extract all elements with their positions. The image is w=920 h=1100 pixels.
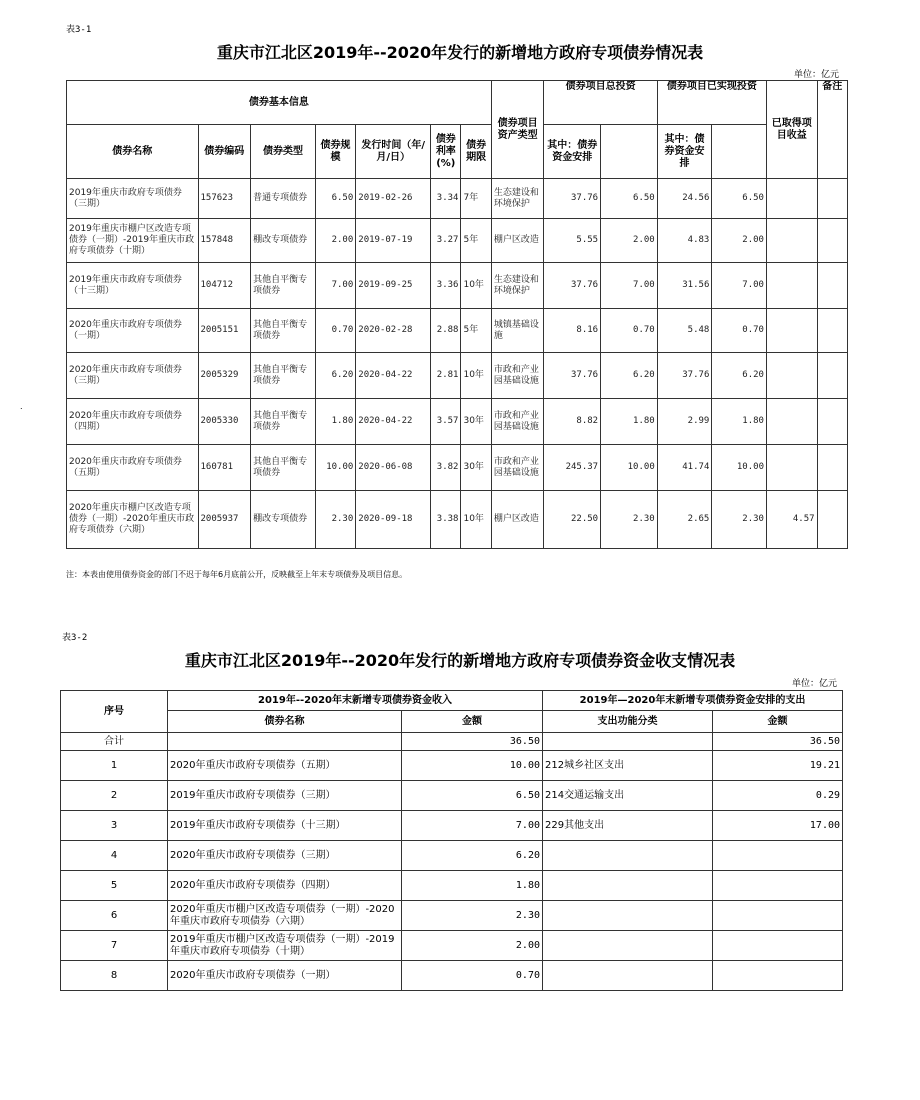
project-income	[766, 309, 817, 353]
header-income-group: 2019年--2020年末新增专项债券资金收入	[168, 691, 543, 711]
table-row	[67, 399, 848, 445]
bond-type: 棚改专项债券	[251, 491, 316, 549]
issue-date: 2019-02-26	[356, 179, 431, 219]
bond-name: 2019年重庆市政府专项债券（三期）	[67, 179, 199, 219]
issue-date: 2019-07-19	[356, 219, 431, 263]
realized-invest: 2.99	[657, 399, 712, 445]
asset-type: 棚户区改造	[491, 219, 544, 263]
income-amount: 6.50	[402, 781, 543, 811]
bond-type: 棚改专项债券	[251, 219, 316, 263]
bond-name: 2020年重庆市政府专项债券（五期）	[67, 445, 199, 491]
total-blank2	[543, 733, 713, 751]
realized-invest: 4.83	[657, 219, 712, 263]
bond-term: 10年	[461, 491, 491, 549]
header-amount: 金额	[402, 711, 543, 733]
total-row	[61, 733, 843, 751]
header-rate: 债券利率(%)	[431, 125, 461, 179]
asset-type: 生态建设和环境保护	[491, 263, 544, 309]
total-invest: 245.37	[544, 445, 601, 491]
project-income: 4.57	[766, 491, 817, 549]
header-of-which-total: 其中：债券资金安排	[544, 125, 601, 179]
func-class: 229其他支出	[543, 811, 713, 841]
table-row	[67, 263, 848, 309]
total-invest: 8.82	[544, 399, 601, 445]
header-amount2: 金额	[713, 711, 843, 733]
bond-code: 160781	[198, 445, 251, 491]
bond-rate: 3.38	[431, 491, 461, 549]
expense-amount	[713, 871, 843, 901]
bond-code: 157623	[198, 179, 251, 219]
expense-amount: 0.29	[713, 781, 843, 811]
func-class	[543, 901, 713, 931]
bond-term: 10年	[461, 353, 491, 399]
bond-name: 2019年重庆市棚户区改造专项债券（一期）-2019年重庆市政府专项债券（十期）	[67, 219, 199, 263]
issue-date: 2020-02-28	[356, 309, 431, 353]
bond-info-table	[66, 80, 848, 549]
header-of-which-realized: 其中：债券资金安排	[657, 125, 712, 179]
header-seq: 序号	[61, 691, 168, 733]
bond-rate: 3.34	[431, 179, 461, 219]
table-row	[67, 491, 848, 549]
total-blank	[168, 733, 402, 751]
bond-term: 30年	[461, 399, 491, 445]
project-income	[766, 399, 817, 445]
remark	[817, 263, 847, 309]
remark	[817, 219, 847, 263]
bond-type: 其他自平衡专项债券	[251, 445, 316, 491]
total-label: 合计	[61, 733, 168, 751]
bond-rate: 3.36	[431, 263, 461, 309]
total-invest-bond: 6.50	[601, 179, 658, 219]
row-seq: 4	[61, 841, 168, 871]
realized-invest: 31.56	[657, 263, 712, 309]
bond-type: 其他自平衡专项债券	[251, 399, 316, 445]
row-seq: 3	[61, 811, 168, 841]
bond-term: 7年	[461, 179, 491, 219]
table-row	[61, 871, 843, 901]
project-income	[766, 353, 817, 399]
asset-type: 城镇基础设施	[491, 309, 544, 353]
table2-title: 重庆市江北区2019年--2020年发行的新增地方政府专项债券资金收支情况表	[184, 651, 736, 670]
asset-type: 生态建设和环境保护	[491, 179, 544, 219]
table-row	[67, 353, 848, 399]
project-income	[766, 179, 817, 219]
asset-type: 市政和产业园基础设施	[491, 399, 544, 445]
bond-name: 2020年重庆市政府专项债券（五期）	[168, 751, 402, 781]
table1-note: 注：本表由使用债券资金的部门不迟于每年6月底前公开，反映截至上年末专项债券及项目信息。	[66, 570, 408, 579]
bond-type: 其他自平衡专项债券	[251, 353, 316, 399]
bond-rate: 2.81	[431, 353, 461, 399]
header-asset-type: 债券项目资产类型	[491, 81, 544, 179]
header-code: 债券编码	[198, 125, 251, 179]
expense-amount: 17.00	[713, 811, 843, 841]
bond-code: 2005937	[198, 491, 251, 549]
project-income	[766, 445, 817, 491]
bond-name: 2020年重庆市政府专项债券（三期）	[168, 841, 402, 871]
realized-invest-bond: 6.20	[712, 353, 767, 399]
table-row	[61, 751, 843, 781]
func-class: 212城乡社区支出	[543, 751, 713, 781]
table2-tag: 表3-2	[62, 633, 88, 643]
realized-invest-bond: 2.30	[712, 491, 767, 549]
total-invest-bond: 2.00	[601, 219, 658, 263]
header-basic-info: 债券基本信息	[67, 81, 492, 125]
expense-amount	[713, 961, 843, 991]
bond-code: 104712	[198, 263, 251, 309]
project-income	[766, 263, 817, 309]
bond-rate: 3.27	[431, 219, 461, 263]
bond-name: 2020年重庆市政府专项债券（四期）	[67, 399, 199, 445]
func-class: 214交通运输支出	[543, 781, 713, 811]
bond-term: 30年	[461, 445, 491, 491]
bond-code: 2005151	[198, 309, 251, 353]
asset-type: 市政和产业园基础设施	[491, 353, 544, 399]
header-name: 债券名称	[67, 125, 199, 179]
table-row	[61, 841, 843, 871]
stray-mark: .	[20, 402, 23, 411]
row-seq: 7	[61, 931, 168, 961]
bond-rate: 3.82	[431, 445, 461, 491]
bond-scale: 2.30	[315, 491, 355, 549]
income-amount: 6.20	[402, 841, 543, 871]
issue-date: 2020-04-22	[356, 399, 431, 445]
realized-invest: 37.76	[657, 353, 712, 399]
total-invest: 22.50	[544, 491, 601, 549]
func-class	[543, 931, 713, 961]
bond-type: 其他自平衡专项债券	[251, 263, 316, 309]
bond-rate: 3.57	[431, 399, 461, 445]
header-type: 债券类型	[251, 125, 316, 179]
bond-term: 5年	[461, 219, 491, 263]
expense-amount: 19.21	[713, 751, 843, 781]
header-income: 已取得项目收益	[766, 81, 817, 179]
table-row	[61, 781, 843, 811]
bond-name: 2019年重庆市棚户区改造专项债券（一期）-2019年重庆市政府专项债券（十期）	[168, 931, 402, 961]
bond-scale: 0.70	[315, 309, 355, 353]
expense-amount	[713, 901, 843, 931]
func-class	[543, 871, 713, 901]
total-income: 36.50	[402, 733, 543, 751]
func-class	[543, 841, 713, 871]
realized-invest-bond: 1.80	[712, 399, 767, 445]
header-total-invest: 债券项目总投资	[544, 81, 657, 125]
realized-invest: 41.74	[657, 445, 712, 491]
bond-scale: 7.00	[315, 263, 355, 309]
realized-invest-bond: 2.00	[712, 219, 767, 263]
bond-code: 2005330	[198, 399, 251, 445]
bond-name: 2019年重庆市政府专项债券（十三期）	[168, 811, 402, 841]
income-amount: 2.00	[402, 931, 543, 961]
issue-date: 2019-09-25	[356, 263, 431, 309]
bond-scale: 6.50	[315, 179, 355, 219]
table-row	[67, 445, 848, 491]
realized-invest: 5.48	[657, 309, 712, 353]
realized-invest-bond: 10.00	[712, 445, 767, 491]
remark	[817, 491, 847, 549]
asset-type: 棚户区改造	[491, 491, 544, 549]
total-expense: 36.50	[713, 733, 843, 751]
income-amount: 7.00	[402, 811, 543, 841]
table-row	[67, 309, 848, 353]
total-invest: 37.76	[544, 353, 601, 399]
bond-term: 5年	[461, 309, 491, 353]
header-scale: 债券规模	[315, 125, 355, 179]
row-seq: 8	[61, 961, 168, 991]
table1-tag: 表3-1	[66, 25, 92, 35]
table2-unit: 单位：亿元	[792, 679, 838, 689]
bond-name: 2019年重庆市政府专项债券（十三期）	[67, 263, 199, 309]
bond-name: 2020年重庆市棚户区改造专项债券（一期）-2020年重庆市政府专项债券（六期）	[67, 491, 199, 549]
expense-amount	[713, 841, 843, 871]
func-class	[543, 961, 713, 991]
header-func-class: 支出功能分类	[543, 711, 713, 733]
issue-date: 2020-06-08	[356, 445, 431, 491]
bond-name: 2020年重庆市政府专项债券（一期）	[67, 309, 199, 353]
bond-type: 其他自平衡专项债券	[251, 309, 316, 353]
header-realized-invest: 债券项目已实现投资	[657, 81, 766, 125]
income-amount: 10.00	[402, 751, 543, 781]
total-invest: 37.76	[544, 179, 601, 219]
bond-type: 普通专项债券	[251, 179, 316, 219]
header-expense-group: 2019年—2020年末新增专项债券资金安排的支出	[543, 691, 843, 711]
header-remark: 备注	[817, 81, 847, 179]
bond-name: 2020年重庆市棚户区改造专项债券（一期）-2020年重庆市政府专项债券（六期）	[168, 901, 402, 931]
table1-unit: 单位：亿元	[794, 70, 840, 80]
table-row	[61, 811, 843, 841]
header-bond-name: 债券名称	[168, 711, 402, 733]
remark	[817, 445, 847, 491]
expense-amount	[713, 931, 843, 961]
bond-code: 2005329	[198, 353, 251, 399]
row-seq: 6	[61, 901, 168, 931]
bond-code: 157848	[198, 219, 251, 263]
header-blank-total	[601, 125, 658, 179]
income-amount: 1.80	[402, 871, 543, 901]
asset-type: 市政和产业园基础设施	[491, 445, 544, 491]
bond-name: 2019年重庆市政府专项债券（三期）	[168, 781, 402, 811]
project-income	[766, 219, 817, 263]
total-invest-bond: 6.20	[601, 353, 658, 399]
row-seq: 1	[61, 751, 168, 781]
remark	[817, 399, 847, 445]
table-row	[67, 179, 848, 219]
remark	[817, 179, 847, 219]
header-issue-time: 发行时间（年/月/日）	[356, 125, 431, 179]
remark	[817, 353, 847, 399]
table1-title: 重庆市江北区2019年--2020年发行的新增地方政府专项债券情况表	[216, 43, 704, 62]
total-invest-bond: 0.70	[601, 309, 658, 353]
realized-invest: 2.65	[657, 491, 712, 549]
total-invest-bond: 1.80	[601, 399, 658, 445]
row-seq: 5	[61, 871, 168, 901]
bond-term: 10年	[461, 263, 491, 309]
total-invest-bond: 10.00	[601, 445, 658, 491]
income-amount: 0.70	[402, 961, 543, 991]
realized-invest-bond: 0.70	[712, 309, 767, 353]
total-invest: 5.55	[544, 219, 601, 263]
table-row	[61, 931, 843, 961]
bond-fund-table	[60, 690, 843, 991]
bond-scale: 10.00	[315, 445, 355, 491]
bond-scale: 1.80	[315, 399, 355, 445]
total-invest-bond: 2.30	[601, 491, 658, 549]
bond-name: 2020年重庆市政府专项债券（四期）	[168, 871, 402, 901]
total-invest: 8.16	[544, 309, 601, 353]
bond-scale: 6.20	[315, 353, 355, 399]
income-amount: 2.30	[402, 901, 543, 931]
remark	[817, 309, 847, 353]
realized-invest-bond: 6.50	[712, 179, 767, 219]
bond-scale: 2.00	[315, 219, 355, 263]
row-seq: 2	[61, 781, 168, 811]
issue-date: 2020-04-22	[356, 353, 431, 399]
issue-date: 2020-09-18	[356, 491, 431, 549]
table-row	[67, 219, 848, 263]
realized-invest: 24.56	[657, 179, 712, 219]
total-invest-bond: 7.00	[601, 263, 658, 309]
bond-name: 2020年重庆市政府专项债券（三期）	[67, 353, 199, 399]
bond-name: 2020年重庆市政府专项债券（一期）	[168, 961, 402, 991]
table-row	[61, 901, 843, 931]
table-row	[61, 961, 843, 991]
header-term: 债券期限	[461, 125, 491, 179]
bond-rate: 2.88	[431, 309, 461, 353]
total-invest: 37.76	[544, 263, 601, 309]
realized-invest-bond: 7.00	[712, 263, 767, 309]
